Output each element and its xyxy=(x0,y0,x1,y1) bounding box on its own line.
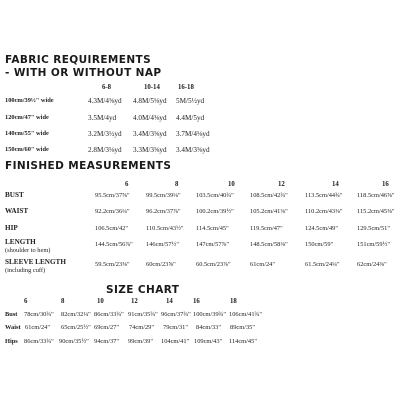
finished-cell: 147cm/57⅞" xyxy=(196,241,229,248)
finished-col-header: 16 xyxy=(382,181,389,188)
size-cell: 86cm/33¾" xyxy=(24,338,54,345)
fabric-row-label: 100cm/39½" wide xyxy=(5,97,54,104)
fabric-cell: 3.7M/4⅛yd xyxy=(176,130,210,138)
size-cell: 86cm/33¾" xyxy=(94,311,124,318)
size-cell: 82cm/32¼" xyxy=(61,311,91,318)
fabric-col-header: 10-14 xyxy=(144,84,160,91)
finished-cell: 62cm/24⅜" xyxy=(357,261,387,268)
finished-row-label: LENGTH xyxy=(5,238,36,246)
finished-col-header: 14 xyxy=(332,181,339,188)
fabric-row-label: 140cm/55" wide xyxy=(5,130,49,137)
size-row-label: Bust xyxy=(5,311,18,318)
size-cell: 61cm/24" xyxy=(25,324,50,331)
finished-cell: 59.5cm/23⅜" xyxy=(95,261,130,268)
finished-cell: 105.2cm/41⅜" xyxy=(250,208,288,215)
size-chart-title: SIZE CHART xyxy=(106,284,180,296)
finished-col-header: 12 xyxy=(278,181,285,188)
finished-cell: 61.5cm/24¼" xyxy=(305,261,340,268)
size-cell: 69cm/27" xyxy=(94,324,119,331)
size-cell: 104cm/41" xyxy=(161,338,190,345)
size-cell: 96cm/37¾" xyxy=(161,311,191,318)
finished-cell: 114.5cm/45" xyxy=(196,225,229,232)
fabric-cell: 3.3M/3⅝yd xyxy=(133,146,167,154)
finished-cell: 110.5cm/43½" xyxy=(146,225,184,232)
finished-cell: 119.5cm/47" xyxy=(250,225,283,232)
size-cell: 109cm/43" xyxy=(194,338,223,345)
finished-cell: 110.2cm/43⅜" xyxy=(305,208,343,215)
size-row-label: Waist xyxy=(5,324,21,331)
size-cell: 89cm/35" xyxy=(230,324,255,331)
fabric-cell: 3.4M/3⅝yd xyxy=(133,130,167,138)
size-col-header: 10 xyxy=(97,298,104,305)
size-cell: 78cm/30¾" xyxy=(24,311,54,318)
size-col-header: 12 xyxy=(131,298,138,305)
finished-cell: 151cm/59½" xyxy=(357,241,390,248)
size-cell: 94cm/37" xyxy=(94,338,119,345)
size-cell: 74cm/29" xyxy=(129,324,154,331)
finished-cell: 95.5cm/37⅝" xyxy=(95,192,130,199)
finished-row-label: WAIST xyxy=(5,207,29,215)
finished-cell: 106.5cm/42" xyxy=(95,225,128,232)
finished-cell: 148.5cm/58⅜" xyxy=(250,241,288,248)
size-col-header: 8 xyxy=(61,298,65,305)
size-col-header: 18 xyxy=(230,298,237,305)
fabric-cell: 3.2M/3½yd xyxy=(88,130,122,138)
fabric-cell: 4.4M/5yd xyxy=(176,114,205,122)
finished-cell: 118.5cm/46⅝" xyxy=(357,192,395,199)
finished-row-label: HIP xyxy=(5,224,18,232)
finished-cell: 92.2cm/36¼" xyxy=(95,208,130,215)
size-cell: 91cm/35¾" xyxy=(128,311,158,318)
size-cell: 106cm/41¾" xyxy=(229,311,262,318)
size-row-label: Hips xyxy=(5,338,18,345)
finished-cell: 100.2cm/39½" xyxy=(196,208,234,215)
size-cell: 65cm/25½" xyxy=(61,324,91,331)
fabric-cell: 3.4M/3⅝yd xyxy=(176,146,210,154)
fabric-cell: 4.3M/4⅝yd xyxy=(88,97,122,105)
fabric-requirements-title: FABRIC REQUIREMENTS xyxy=(5,54,152,66)
finished-col-header: 6 xyxy=(125,181,129,188)
finished-cell: 96.2cm/37⅞" xyxy=(146,208,181,215)
size-cell: 99cm/39" xyxy=(128,338,153,345)
finished-row-sublabel: (including cuff) xyxy=(5,267,46,274)
size-col-header: 16 xyxy=(193,298,200,305)
finished-cell: 99.5cm/39⅛" xyxy=(146,192,181,199)
finished-measurements-title: FINISHED MEASUREMENTS xyxy=(5,160,172,172)
finished-cell: 124.5cm/49" xyxy=(305,225,338,232)
finished-cell: 60.5cm/23⅞" xyxy=(196,261,231,268)
fabric-cell: 3.5M/4yd xyxy=(88,114,117,122)
fabric-cell: 4.8M/5⅛yd xyxy=(133,97,167,105)
fabric-cell: 2.8M/3⅛yd xyxy=(88,146,122,154)
fabric-cell: 5M/5½yd xyxy=(176,97,205,105)
size-cell: 79cm/31" xyxy=(163,324,188,331)
fabric-col-header: 16-18 xyxy=(178,84,194,91)
finished-cell: 144.5cm/56⅞" xyxy=(95,241,133,248)
finished-cell: 103.5cm/40¾" xyxy=(196,192,234,199)
size-cell: 90cm/35½" xyxy=(59,338,89,345)
size-cell: 84cm/33" xyxy=(196,324,221,331)
finished-cell: 146cm/57½" xyxy=(146,241,179,248)
finished-cell: 150cm/59" xyxy=(305,241,334,248)
fabric-col-header: 6-8 xyxy=(102,84,112,91)
size-col-header: 6 xyxy=(24,298,28,305)
finished-cell: 61cm/24" xyxy=(250,261,275,268)
finished-cell: 129.5cm/51" xyxy=(357,225,390,232)
finished-col-header: 10 xyxy=(228,181,235,188)
finished-row-label: BUST xyxy=(5,191,24,199)
fabric-row-label: 120cm/47" wide xyxy=(5,114,49,121)
finished-cell: 60cm/23⅝" xyxy=(146,261,176,268)
finished-row-label: SLEEVE LENGTH xyxy=(5,258,66,266)
size-cell: 100cm/39¾" xyxy=(193,311,226,318)
size-cell: 114cm/45" xyxy=(229,338,257,345)
finished-cell: 108.5cm/42¾" xyxy=(250,192,288,199)
fabric-cell: 4.0M/4⅜yd xyxy=(133,114,167,122)
finished-col-header: 8 xyxy=(175,181,179,188)
finished-cell: 113.5cm/44¾" xyxy=(305,192,343,199)
finished-cell: 115.2cm/45⅜" xyxy=(357,208,395,215)
fabric-row-label: 150cm/60" wide xyxy=(5,146,49,153)
finished-row-sublabel: (shoulder to hem) xyxy=(5,247,51,254)
fabric-requirements-subtitle: - WITH OR WITHOUT NAP xyxy=(5,67,162,79)
size-col-header: 14 xyxy=(166,298,173,305)
